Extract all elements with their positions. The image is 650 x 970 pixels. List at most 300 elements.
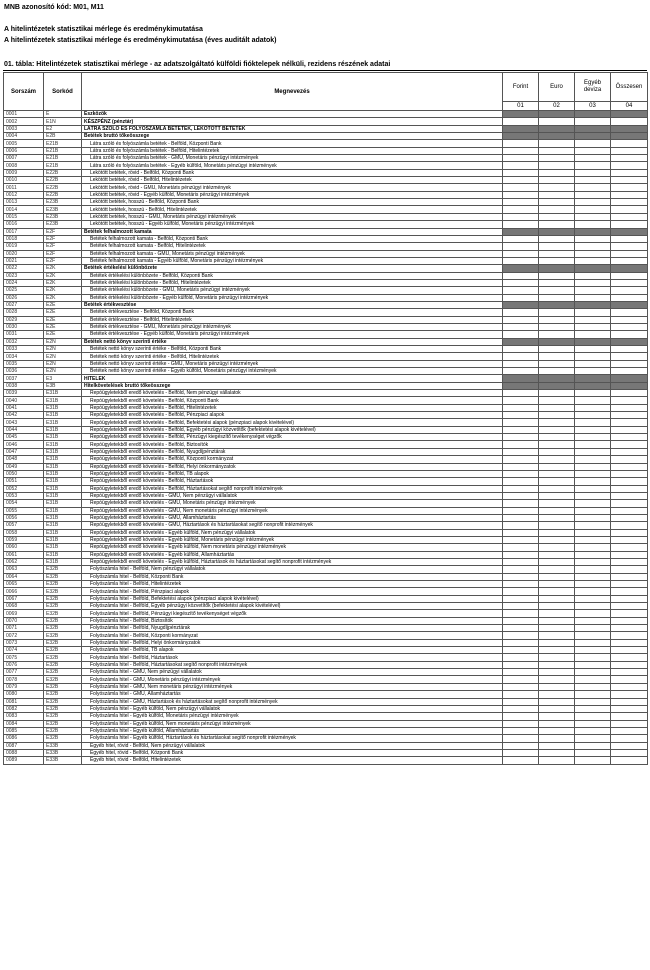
value-cell-euro[interactable]	[539, 243, 575, 250]
value-cell-euro[interactable]	[539, 536, 575, 543]
value-cell-forint[interactable]	[503, 669, 539, 676]
value-cell-euro[interactable]	[539, 265, 575, 272]
value-cell-euro[interactable]	[539, 368, 575, 375]
value-cell-osszesen[interactable]	[611, 412, 648, 419]
value-cell-egyeb[interactable]	[575, 588, 611, 595]
value-cell-forint[interactable]	[503, 346, 539, 353]
value-cell-osszesen[interactable]	[611, 265, 648, 272]
value-cell-egyeb[interactable]	[575, 478, 611, 485]
value-cell-euro[interactable]	[539, 463, 575, 470]
value-cell-euro[interactable]	[539, 419, 575, 426]
value-cell-euro[interactable]	[539, 346, 575, 353]
value-cell-forint[interactable]	[503, 279, 539, 286]
value-cell-euro[interactable]	[539, 441, 575, 448]
value-cell-egyeb[interactable]	[575, 257, 611, 264]
value-cell-euro[interactable]	[539, 177, 575, 184]
value-cell-forint[interactable]	[503, 742, 539, 749]
value-cell-egyeb[interactable]	[575, 522, 611, 529]
value-cell-osszesen[interactable]	[611, 492, 648, 499]
value-cell-osszesen[interactable]	[611, 426, 648, 433]
value-cell-osszesen[interactable]	[611, 551, 648, 558]
value-cell-egyeb[interactable]	[575, 382, 611, 389]
value-cell-forint[interactable]	[503, 529, 539, 536]
value-cell-forint[interactable]	[503, 654, 539, 661]
value-cell-euro[interactable]	[539, 654, 575, 661]
value-cell-forint[interactable]	[503, 243, 539, 250]
value-cell-forint[interactable]	[503, 221, 539, 228]
value-cell-euro[interactable]	[539, 492, 575, 499]
value-cell-egyeb[interactable]	[575, 235, 611, 242]
value-cell-egyeb[interactable]	[575, 617, 611, 624]
value-cell-egyeb[interactable]	[575, 419, 611, 426]
value-cell-forint[interactable]	[503, 536, 539, 543]
value-cell-forint[interactable]	[503, 727, 539, 734]
value-cell-osszesen[interactable]	[611, 654, 648, 661]
value-cell-euro[interactable]	[539, 390, 575, 397]
value-cell-osszesen[interactable]	[611, 177, 648, 184]
value-cell-egyeb[interactable]	[575, 404, 611, 411]
value-cell-euro[interactable]	[539, 375, 575, 382]
value-cell-egyeb[interactable]	[575, 705, 611, 712]
value-cell-forint[interactable]	[503, 558, 539, 565]
value-cell-egyeb[interactable]	[575, 346, 611, 353]
value-cell-euro[interactable]	[539, 610, 575, 617]
value-cell-euro[interactable]	[539, 639, 575, 646]
value-cell-forint[interactable]	[503, 338, 539, 345]
value-cell-egyeb[interactable]	[575, 581, 611, 588]
value-cell-forint[interactable]	[503, 698, 539, 705]
value-cell-osszesen[interactable]	[611, 375, 648, 382]
value-cell-forint[interactable]	[503, 441, 539, 448]
value-cell-egyeb[interactable]	[575, 529, 611, 536]
value-cell-euro[interactable]	[539, 294, 575, 301]
value-cell-osszesen[interactable]	[611, 558, 648, 565]
value-cell-osszesen[interactable]	[611, 683, 648, 690]
value-cell-osszesen[interactable]	[611, 676, 648, 683]
value-cell-egyeb[interactable]	[575, 434, 611, 441]
value-cell-egyeb[interactable]	[575, 551, 611, 558]
value-cell-egyeb[interactable]	[575, 184, 611, 191]
value-cell-forint[interactable]	[503, 581, 539, 588]
value-cell-osszesen[interactable]	[611, 404, 648, 411]
value-cell-forint[interactable]	[503, 492, 539, 499]
value-cell-forint[interactable]	[503, 133, 539, 140]
value-cell-euro[interactable]	[539, 529, 575, 536]
value-cell-forint[interactable]	[503, 544, 539, 551]
value-cell-forint[interactable]	[503, 507, 539, 514]
value-cell-osszesen[interactable]	[611, 514, 648, 521]
value-cell-egyeb[interactable]	[575, 632, 611, 639]
value-cell-egyeb[interactable]	[575, 368, 611, 375]
value-cell-egyeb[interactable]	[575, 507, 611, 514]
value-cell-egyeb[interactable]	[575, 287, 611, 294]
value-cell-forint[interactable]	[503, 177, 539, 184]
value-cell-euro[interactable]	[539, 199, 575, 206]
value-cell-osszesen[interactable]	[611, 368, 648, 375]
value-cell-egyeb[interactable]	[575, 661, 611, 668]
value-cell-osszesen[interactable]	[611, 529, 648, 536]
value-cell-forint[interactable]	[503, 463, 539, 470]
value-cell-euro[interactable]	[539, 522, 575, 529]
value-cell-osszesen[interactable]	[611, 566, 648, 573]
value-cell-euro[interactable]	[539, 485, 575, 492]
value-cell-euro[interactable]	[539, 558, 575, 565]
value-cell-euro[interactable]	[539, 316, 575, 323]
value-cell-forint[interactable]	[503, 184, 539, 191]
value-cell-egyeb[interactable]	[575, 749, 611, 756]
value-cell-euro[interactable]	[539, 162, 575, 169]
value-cell-egyeb[interactable]	[575, 125, 611, 132]
value-cell-osszesen[interactable]	[611, 757, 648, 764]
value-cell-euro[interactable]	[539, 221, 575, 228]
value-cell-euro[interactable]	[539, 257, 575, 264]
value-cell-forint[interactable]	[503, 228, 539, 235]
value-cell-euro[interactable]	[539, 625, 575, 632]
value-cell-euro[interactable]	[539, 140, 575, 147]
value-cell-egyeb[interactable]	[575, 441, 611, 448]
value-cell-egyeb[interactable]	[575, 683, 611, 690]
value-cell-forint[interactable]	[503, 147, 539, 154]
value-cell-osszesen[interactable]	[611, 390, 648, 397]
value-cell-forint[interactable]	[503, 639, 539, 646]
value-cell-euro[interactable]	[539, 691, 575, 698]
value-cell-forint[interactable]	[503, 397, 539, 404]
value-cell-osszesen[interactable]	[611, 191, 648, 198]
value-cell-forint[interactable]	[503, 456, 539, 463]
value-cell-egyeb[interactable]	[575, 243, 611, 250]
value-cell-euro[interactable]	[539, 507, 575, 514]
value-cell-forint[interactable]	[503, 301, 539, 308]
value-cell-euro[interactable]	[539, 669, 575, 676]
value-cell-osszesen[interactable]	[611, 360, 648, 367]
value-cell-osszesen[interactable]	[611, 111, 648, 118]
value-cell-euro[interactable]	[539, 250, 575, 257]
value-cell-euro[interactable]	[539, 581, 575, 588]
value-cell-forint[interactable]	[503, 419, 539, 426]
value-cell-euro[interactable]	[539, 206, 575, 213]
value-cell-egyeb[interactable]	[575, 279, 611, 286]
value-cell-osszesen[interactable]	[611, 147, 648, 154]
value-cell-osszesen[interactable]	[611, 323, 648, 330]
value-cell-forint[interactable]	[503, 309, 539, 316]
value-cell-euro[interactable]	[539, 133, 575, 140]
value-cell-euro[interactable]	[539, 301, 575, 308]
value-cell-euro[interactable]	[539, 184, 575, 191]
value-cell-forint[interactable]	[503, 625, 539, 632]
value-cell-egyeb[interactable]	[575, 654, 611, 661]
value-cell-forint[interactable]	[503, 111, 539, 118]
value-cell-euro[interactable]	[539, 323, 575, 330]
value-cell-forint[interactable]	[503, 617, 539, 624]
value-cell-osszesen[interactable]	[611, 331, 648, 338]
value-cell-osszesen[interactable]	[611, 228, 648, 235]
value-cell-forint[interactable]	[503, 705, 539, 712]
value-cell-egyeb[interactable]	[575, 625, 611, 632]
value-cell-euro[interactable]	[539, 757, 575, 764]
value-cell-euro[interactable]	[539, 749, 575, 756]
value-cell-forint[interactable]	[503, 155, 539, 162]
value-cell-euro[interactable]	[539, 647, 575, 654]
value-cell-osszesen[interactable]	[611, 470, 648, 477]
value-cell-osszesen[interactable]	[611, 625, 648, 632]
value-cell-osszesen[interactable]	[611, 588, 648, 595]
value-cell-euro[interactable]	[539, 272, 575, 279]
value-cell-osszesen[interactable]	[611, 316, 648, 323]
value-cell-osszesen[interactable]	[611, 610, 648, 617]
value-cell-egyeb[interactable]	[575, 610, 611, 617]
value-cell-euro[interactable]	[539, 448, 575, 455]
value-cell-forint[interactable]	[503, 206, 539, 213]
value-cell-forint[interactable]	[503, 390, 539, 397]
value-cell-forint[interactable]	[503, 610, 539, 617]
value-cell-euro[interactable]	[539, 287, 575, 294]
value-cell-egyeb[interactable]	[575, 162, 611, 169]
value-cell-egyeb[interactable]	[575, 558, 611, 565]
value-cell-osszesen[interactable]	[611, 441, 648, 448]
value-cell-euro[interactable]	[539, 235, 575, 242]
value-cell-egyeb[interactable]	[575, 316, 611, 323]
value-cell-egyeb[interactable]	[575, 639, 611, 646]
value-cell-egyeb[interactable]	[575, 272, 611, 279]
value-cell-osszesen[interactable]	[611, 669, 648, 676]
value-cell-euro[interactable]	[539, 676, 575, 683]
value-cell-forint[interactable]	[503, 323, 539, 330]
value-cell-forint[interactable]	[503, 713, 539, 720]
value-cell-egyeb[interactable]	[575, 390, 611, 397]
value-cell-euro[interactable]	[539, 412, 575, 419]
value-cell-osszesen[interactable]	[611, 419, 648, 426]
value-cell-egyeb[interactable]	[575, 111, 611, 118]
value-cell-osszesen[interactable]	[611, 169, 648, 176]
value-cell-osszesen[interactable]	[611, 720, 648, 727]
value-cell-egyeb[interactable]	[575, 199, 611, 206]
value-cell-osszesen[interactable]	[611, 749, 648, 756]
value-cell-egyeb[interactable]	[575, 713, 611, 720]
value-cell-euro[interactable]	[539, 713, 575, 720]
value-cell-osszesen[interactable]	[611, 272, 648, 279]
value-cell-euro[interactable]	[539, 228, 575, 235]
value-cell-egyeb[interactable]	[575, 294, 611, 301]
value-cell-egyeb[interactable]	[575, 412, 611, 419]
value-cell-osszesen[interactable]	[611, 133, 648, 140]
value-cell-egyeb[interactable]	[575, 177, 611, 184]
value-cell-euro[interactable]	[539, 735, 575, 742]
value-cell-osszesen[interactable]	[611, 346, 648, 353]
value-cell-euro[interactable]	[539, 742, 575, 749]
value-cell-euro[interactable]	[539, 279, 575, 286]
value-cell-forint[interactable]	[503, 522, 539, 529]
value-cell-osszesen[interactable]	[611, 463, 648, 470]
value-cell-euro[interactable]	[539, 573, 575, 580]
value-cell-egyeb[interactable]	[575, 397, 611, 404]
value-cell-euro[interactable]	[539, 426, 575, 433]
value-cell-euro[interactable]	[539, 617, 575, 624]
value-cell-osszesen[interactable]	[611, 257, 648, 264]
value-cell-egyeb[interactable]	[575, 573, 611, 580]
value-cell-osszesen[interactable]	[611, 727, 648, 734]
value-cell-forint[interactable]	[503, 691, 539, 698]
value-cell-forint[interactable]	[503, 265, 539, 272]
value-cell-forint[interactable]	[503, 235, 539, 242]
value-cell-osszesen[interactable]	[611, 573, 648, 580]
value-cell-forint[interactable]	[503, 331, 539, 338]
value-cell-osszesen[interactable]	[611, 213, 648, 220]
value-cell-egyeb[interactable]	[575, 169, 611, 176]
value-cell-forint[interactable]	[503, 360, 539, 367]
value-cell-osszesen[interactable]	[611, 118, 648, 125]
value-cell-osszesen[interactable]	[611, 691, 648, 698]
value-cell-egyeb[interactable]	[575, 448, 611, 455]
value-cell-osszesen[interactable]	[611, 522, 648, 529]
value-cell-euro[interactable]	[539, 360, 575, 367]
value-cell-forint[interactable]	[503, 294, 539, 301]
value-cell-osszesen[interactable]	[611, 250, 648, 257]
value-cell-egyeb[interactable]	[575, 118, 611, 125]
value-cell-euro[interactable]	[539, 500, 575, 507]
value-cell-forint[interactable]	[503, 514, 539, 521]
value-cell-egyeb[interactable]	[575, 676, 611, 683]
value-cell-forint[interactable]	[503, 316, 539, 323]
value-cell-osszesen[interactable]	[611, 397, 648, 404]
value-cell-forint[interactable]	[503, 162, 539, 169]
value-cell-egyeb[interactable]	[575, 133, 611, 140]
value-cell-forint[interactable]	[503, 573, 539, 580]
value-cell-euro[interactable]	[539, 331, 575, 338]
value-cell-euro[interactable]	[539, 551, 575, 558]
value-cell-forint[interactable]	[503, 382, 539, 389]
value-cell-osszesen[interactable]	[611, 434, 648, 441]
value-cell-euro[interactable]	[539, 125, 575, 132]
value-cell-forint[interactable]	[503, 140, 539, 147]
value-cell-osszesen[interactable]	[611, 478, 648, 485]
value-cell-egyeb[interactable]	[575, 206, 611, 213]
value-cell-egyeb[interactable]	[575, 757, 611, 764]
value-cell-euro[interactable]	[539, 661, 575, 668]
value-cell-osszesen[interactable]	[611, 536, 648, 543]
value-cell-forint[interactable]	[503, 595, 539, 602]
value-cell-osszesen[interactable]	[611, 713, 648, 720]
value-cell-forint[interactable]	[503, 272, 539, 279]
value-cell-forint[interactable]	[503, 500, 539, 507]
value-cell-osszesen[interactable]	[611, 243, 648, 250]
value-cell-forint[interactable]	[503, 250, 539, 257]
value-cell-forint[interactable]	[503, 287, 539, 294]
value-cell-euro[interactable]	[539, 191, 575, 198]
value-cell-forint[interactable]	[503, 551, 539, 558]
value-cell-egyeb[interactable]	[575, 603, 611, 610]
value-cell-osszesen[interactable]	[611, 581, 648, 588]
value-cell-egyeb[interactable]	[575, 265, 611, 272]
value-cell-forint[interactable]	[503, 368, 539, 375]
value-cell-egyeb[interactable]	[575, 213, 611, 220]
value-cell-osszesen[interactable]	[611, 184, 648, 191]
value-cell-egyeb[interactable]	[575, 360, 611, 367]
value-cell-euro[interactable]	[539, 338, 575, 345]
value-cell-egyeb[interactable]	[575, 492, 611, 499]
value-cell-osszesen[interactable]	[611, 544, 648, 551]
value-cell-egyeb[interactable]	[575, 647, 611, 654]
value-cell-forint[interactable]	[503, 683, 539, 690]
value-cell-euro[interactable]	[539, 595, 575, 602]
value-cell-euro[interactable]	[539, 213, 575, 220]
value-cell-forint[interactable]	[503, 735, 539, 742]
value-cell-euro[interactable]	[539, 470, 575, 477]
value-cell-euro[interactable]	[539, 382, 575, 389]
value-cell-forint[interactable]	[503, 566, 539, 573]
value-cell-osszesen[interactable]	[611, 742, 648, 749]
value-cell-forint[interactable]	[503, 375, 539, 382]
value-cell-euro[interactable]	[539, 588, 575, 595]
value-cell-osszesen[interactable]	[611, 661, 648, 668]
value-cell-forint[interactable]	[503, 199, 539, 206]
value-cell-euro[interactable]	[539, 698, 575, 705]
value-cell-osszesen[interactable]	[611, 294, 648, 301]
value-cell-egyeb[interactable]	[575, 698, 611, 705]
value-cell-euro[interactable]	[539, 683, 575, 690]
value-cell-osszesen[interactable]	[611, 603, 648, 610]
value-cell-forint[interactable]	[503, 485, 539, 492]
value-cell-forint[interactable]	[503, 353, 539, 360]
value-cell-egyeb[interactable]	[575, 470, 611, 477]
value-cell-osszesen[interactable]	[611, 338, 648, 345]
value-cell-egyeb[interactable]	[575, 426, 611, 433]
value-cell-euro[interactable]	[539, 155, 575, 162]
value-cell-egyeb[interactable]	[575, 544, 611, 551]
value-cell-egyeb[interactable]	[575, 301, 611, 308]
value-cell-euro[interactable]	[539, 111, 575, 118]
value-cell-forint[interactable]	[503, 603, 539, 610]
value-cell-osszesen[interactable]	[611, 353, 648, 360]
value-cell-forint[interactable]	[503, 661, 539, 668]
value-cell-osszesen[interactable]	[611, 485, 648, 492]
value-cell-egyeb[interactable]	[575, 735, 611, 742]
value-cell-euro[interactable]	[539, 632, 575, 639]
value-cell-euro[interactable]	[539, 353, 575, 360]
value-cell-egyeb[interactable]	[575, 669, 611, 676]
value-cell-euro[interactable]	[539, 309, 575, 316]
value-cell-osszesen[interactable]	[611, 705, 648, 712]
value-cell-forint[interactable]	[503, 720, 539, 727]
value-cell-osszesen[interactable]	[611, 309, 648, 316]
value-cell-egyeb[interactable]	[575, 353, 611, 360]
value-cell-egyeb[interactable]	[575, 456, 611, 463]
value-cell-osszesen[interactable]	[611, 199, 648, 206]
value-cell-egyeb[interactable]	[575, 720, 611, 727]
value-cell-osszesen[interactable]	[611, 155, 648, 162]
value-cell-egyeb[interactable]	[575, 147, 611, 154]
value-cell-forint[interactable]	[503, 191, 539, 198]
value-cell-osszesen[interactable]	[611, 279, 648, 286]
value-cell-forint[interactable]	[503, 257, 539, 264]
value-cell-osszesen[interactable]	[611, 301, 648, 308]
value-cell-osszesen[interactable]	[611, 125, 648, 132]
value-cell-osszesen[interactable]	[611, 639, 648, 646]
value-cell-forint[interactable]	[503, 118, 539, 125]
value-cell-osszesen[interactable]	[611, 735, 648, 742]
value-cell-forint[interactable]	[503, 588, 539, 595]
value-cell-euro[interactable]	[539, 169, 575, 176]
value-cell-egyeb[interactable]	[575, 566, 611, 573]
value-cell-forint[interactable]	[503, 434, 539, 441]
value-cell-osszesen[interactable]	[611, 206, 648, 213]
value-cell-osszesen[interactable]	[611, 448, 648, 455]
value-cell-forint[interactable]	[503, 749, 539, 756]
value-cell-egyeb[interactable]	[575, 500, 611, 507]
value-cell-forint[interactable]	[503, 470, 539, 477]
value-cell-forint[interactable]	[503, 412, 539, 419]
value-cell-euro[interactable]	[539, 603, 575, 610]
value-cell-egyeb[interactable]	[575, 595, 611, 602]
